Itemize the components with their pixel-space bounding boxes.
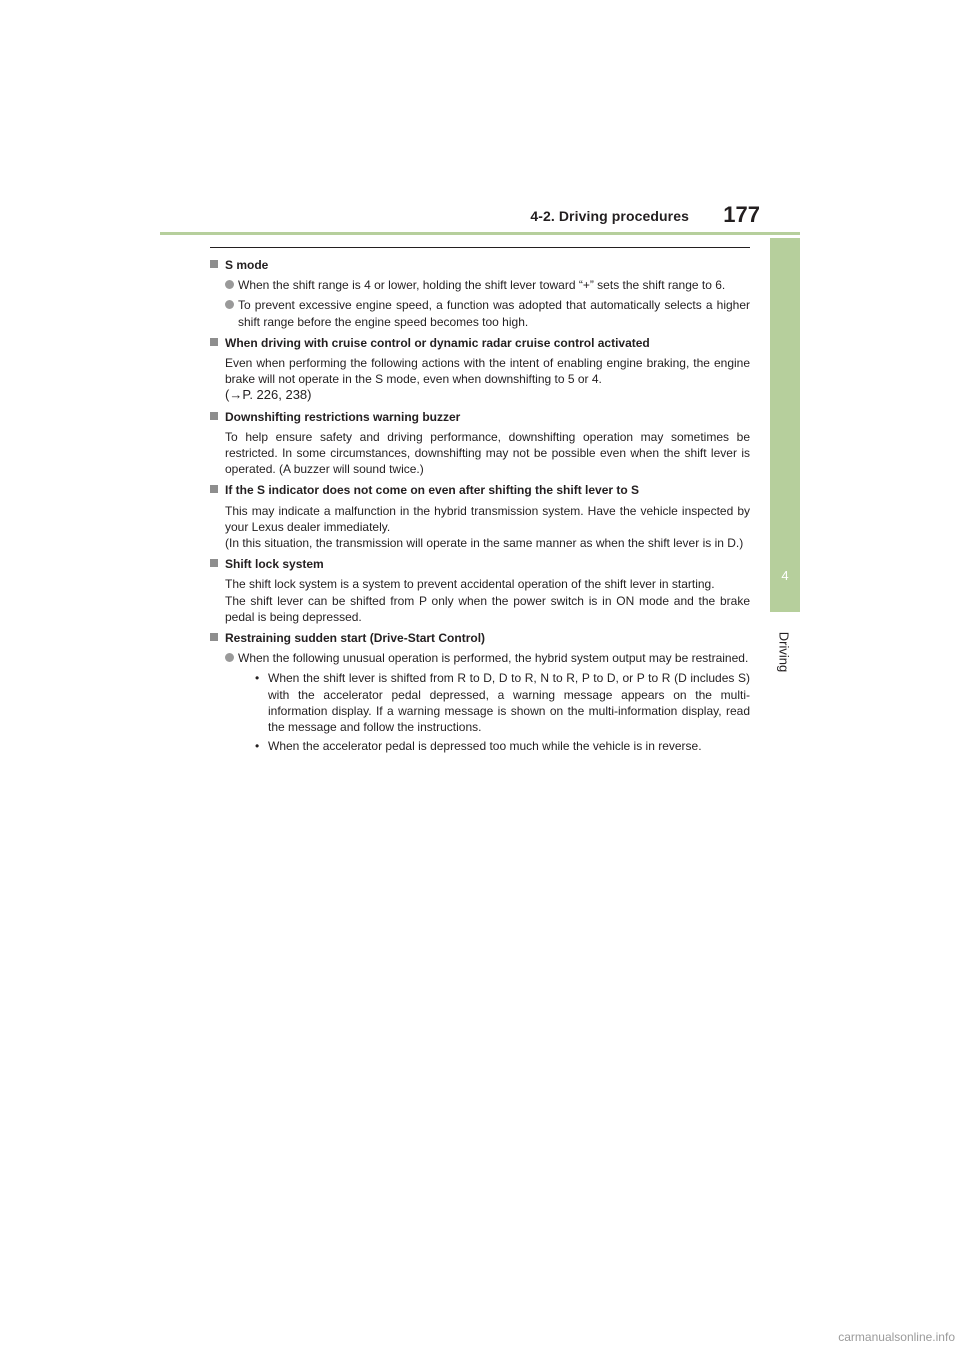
bullet-text: To prevent excessive engine speed, a function was adopted that automatically selects a higher shift range before the engine speed becomes too high. [238, 298, 750, 329]
chapter-label-text: Driving [776, 631, 792, 673]
chapter-label [776, 622, 792, 682]
page-reference-link[interactable]: (→P. 226, 238) [225, 387, 312, 403]
section-s-indicator [210, 482, 750, 551]
bullet-text: When the shift range is 4 or lower, holding the shift lever toward “+” sets the shift range to 6. [238, 278, 726, 293]
heading-text: Downshifting restrictions warning buzzer [225, 409, 461, 424]
chapter-tab [770, 238, 800, 612]
body-text: The shift lever can be shifted from P only when the power switch is in ON mode and the brake pedal is being depressed. [225, 593, 750, 624]
section-title: 4-2. Driving procedures [530, 208, 689, 224]
square-bullet-icon [210, 485, 218, 493]
body-text: This may indicate a malfunction in the hybrid transmission system. Have the vehicle inspected by your Lexus dealer immediately. [225, 503, 750, 534]
circle-bullet-icon [225, 653, 234, 662]
square-bullet-icon [210, 412, 218, 420]
section-heading [210, 556, 750, 572]
content-top-rule [210, 247, 750, 248]
section-heading [210, 409, 750, 425]
heading-text: Shift lock system [225, 557, 324, 572]
section-s-mode [210, 257, 750, 330]
body-text: Even when performing the following actions with the intent of enabling engine braking, the engine brake will not operate in the S mode, even when downshifting to 5 or 4. [225, 356, 750, 387]
heading-text: Restraining sudden start (Drive-Start Control) [225, 631, 486, 646]
square-bullet-icon [210, 559, 218, 567]
dot-marker-icon: • [255, 671, 260, 686]
sub-item-text: When the shift lever is shifted from R to D, D to R, N to R, P to D, or P to R (D includes S) with the accelerator pedal depressed, a warning message appears on the multi-information display. If a warning message is shown on the multi-information display, read the message and follow the instructions. [268, 671, 750, 735]
square-bullet-icon [210, 260, 218, 268]
bullet-text: When the following unusual operation is performed, the hybrid system output may be restrained. [238, 651, 749, 666]
chapter-number: 4 [781, 568, 789, 583]
square-bullet-icon [210, 338, 218, 346]
bullet-item [225, 277, 750, 293]
watermark: carmanualsonline.info [838, 1330, 955, 1344]
section-shift-lock [210, 556, 750, 625]
section-heading [210, 630, 750, 646]
section-drive-start-control [210, 630, 750, 754]
heading-text: S mode [225, 258, 269, 272]
bullet-item [225, 297, 750, 329]
circle-bullet-icon [225, 280, 234, 289]
page-content [210, 257, 750, 759]
sub-item [253, 738, 750, 754]
circle-bullet-icon [225, 300, 234, 309]
section-downshift-buzzer [210, 409, 750, 478]
bullet-item [225, 650, 750, 666]
heading-text: If the S indicator does not come on even after shifting the shift lever to S [225, 483, 640, 498]
sub-item-text: When the accelerator pedal is depressed too much while the vehicle is in reverse. [268, 739, 702, 754]
heading-text: When driving with cruise control or dynamic radar cruise control activated [225, 335, 650, 350]
body-text: (In this situation, the transmission will operate in the same manner as when the shift lever is in D.) [225, 536, 744, 551]
page-number: 177 [723, 202, 760, 227]
header-rule [160, 232, 800, 235]
sub-item [253, 670, 750, 735]
dot-marker-icon: • [255, 739, 260, 754]
body-text: The shift lock system is a system to prevent accidental operation of the shift lever in starting. [225, 577, 715, 592]
section-heading [210, 335, 750, 351]
square-bullet-icon [210, 633, 218, 641]
section-heading [210, 257, 750, 273]
body-text: To help ensure safety and driving performance, downshifting operation may sometimes be restricted. In some circumstances, downshifting may not be possible even when the shift lever is operated. (A buzzer will sound twice.) [225, 429, 750, 477]
section-heading [210, 482, 750, 498]
section-cruise-control [210, 335, 750, 404]
